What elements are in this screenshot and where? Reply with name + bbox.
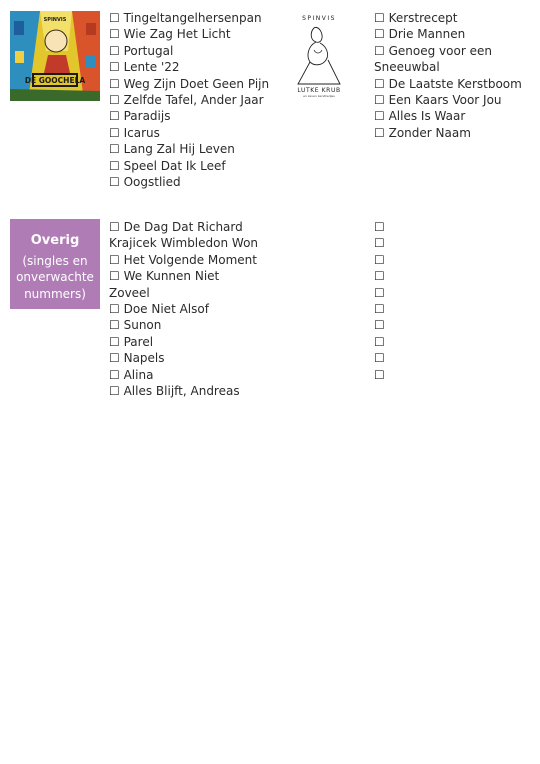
- checkbox-icon[interactable]: ☐: [109, 367, 120, 382]
- overig-label-block: [10, 219, 100, 309]
- checkbox-icon[interactable]: ☐: [374, 285, 385, 300]
- track-title: Wie Zag Het Licht: [123, 27, 231, 42]
- track-title: Lang Zal Hij Leven: [123, 142, 235, 157]
- track-item: [374, 219, 434, 235]
- track-item: [109, 219, 259, 252]
- album2-track-list: [374, 10, 524, 141]
- checkbox-icon[interactable]: ☐: [374, 269, 385, 284]
- checkbox-icon[interactable]: ☐: [109, 60, 120, 75]
- checkbox-icon[interactable]: ☐: [109, 43, 120, 58]
- track-item: [374, 125, 524, 141]
- track-item: [374, 108, 524, 124]
- checkbox-icon[interactable]: ☐: [374, 334, 385, 349]
- checkbox-icon[interactable]: ☐: [109, 93, 120, 108]
- track-title: We Kunnen Niet Zoveel: [109, 269, 220, 300]
- track-item: [374, 26, 524, 42]
- checkbox-icon[interactable]: ☐: [374, 318, 385, 333]
- checkbox-icon[interactable]: ☐: [109, 318, 120, 333]
- checkbox-icon[interactable]: ☐: [374, 220, 385, 234]
- track-title: Parel: [123, 334, 154, 349]
- track-title: Zelfde Tafel, Ander Jaar: [123, 93, 264, 108]
- track-item: [374, 252, 434, 268]
- track-title: De Dag Dat Richard Krajicek Wimbledon Won: [109, 220, 259, 251]
- checkbox-icon[interactable]: ☐: [109, 142, 120, 157]
- track-title: De Laatste Kerstboom: [388, 76, 522, 91]
- track-item: [374, 301, 434, 317]
- track-item: [109, 252, 259, 268]
- checkbox-icon[interactable]: ☐: [109, 220, 120, 234]
- checkbox-icon[interactable]: ☐: [374, 76, 385, 91]
- checkbox-icon[interactable]: ☐: [109, 27, 120, 42]
- track-title: Alles Is Waar: [388, 109, 466, 124]
- checkbox-icon[interactable]: ☐: [109, 302, 120, 317]
- track-title: Paradijs: [123, 109, 171, 124]
- checkbox-icon[interactable]: ☐: [109, 334, 120, 349]
- checkbox-icon[interactable]: ☐: [109, 76, 120, 91]
- track-title: Portugal: [123, 43, 174, 58]
- track-item: [109, 383, 259, 399]
- checkbox-icon[interactable]: ☐: [374, 367, 385, 382]
- checkbox-icon[interactable]: ☐: [374, 125, 385, 140]
- track-item: [109, 158, 274, 174]
- track-item: [109, 108, 274, 124]
- track-title: Het Volgende Moment: [123, 252, 257, 267]
- checkbox-icon[interactable]: ☐: [374, 252, 385, 267]
- track-title: Kerstrecept: [388, 11, 458, 25]
- track-title: Lente '22: [123, 60, 180, 75]
- track-title: Zonder Naam: [388, 125, 471, 140]
- checkbox-icon[interactable]: ☐: [374, 11, 385, 25]
- checkbox-icon[interactable]: ☐: [374, 351, 385, 366]
- overig-heading: Overig: [30, 233, 80, 248]
- track-item: [374, 285, 434, 301]
- track-item: [109, 367, 259, 383]
- track-item: [374, 92, 524, 108]
- cover2-artist: SPINVIS: [302, 15, 336, 22]
- track-title: Een Kaars Voor Jou: [388, 93, 502, 108]
- track-title: Oogstlied: [123, 175, 181, 190]
- track-item: [109, 10, 274, 26]
- track-item: [374, 43, 524, 76]
- empty-checkbox-list: [374, 219, 434, 383]
- track-item: [109, 92, 274, 108]
- track-item: [374, 367, 434, 383]
- track-title: Tingeltangelhersenpan: [123, 11, 262, 25]
- album-cover-lutke-krub: [288, 12, 350, 98]
- track-title: Drie Mannen: [388, 27, 466, 42]
- track-item: [109, 317, 259, 333]
- track-item: [374, 10, 524, 26]
- track-title: Sunon: [123, 318, 162, 333]
- checkbox-icon[interactable]: ☐: [374, 43, 385, 58]
- track-title: Napels: [123, 351, 165, 366]
- track-item: [109, 334, 259, 350]
- track-title: Icarus: [123, 125, 160, 140]
- checkbox-icon[interactable]: ☐: [109, 175, 120, 190]
- track-item: [109, 125, 274, 141]
- track-item: [109, 174, 274, 190]
- track-title: Alina: [123, 367, 154, 382]
- track-item: [374, 235, 434, 251]
- checkbox-icon[interactable]: ☐: [374, 236, 385, 251]
- track-item: [109, 43, 274, 59]
- cover2-title: LUTKE KRUB: [297, 87, 341, 94]
- checkbox-icon[interactable]: ☐: [374, 93, 385, 108]
- track-item: [109, 59, 274, 75]
- album-cover-de-goochela: [10, 11, 100, 101]
- cover2-subtitle: en zeven kerstliedjes: [303, 94, 335, 98]
- checkbox-icon[interactable]: ☐: [109, 109, 120, 124]
- checkbox-icon[interactable]: ☐: [109, 125, 120, 140]
- track-title: Alles Blijft, Andreas: [123, 384, 240, 399]
- checkbox-icon[interactable]: ☐: [109, 158, 120, 173]
- track-title: Weg Zijn Doet Geen Pijn: [123, 76, 270, 91]
- track-item: [374, 268, 434, 284]
- checkbox-icon[interactable]: ☐: [109, 269, 120, 284]
- cover-title: DE GOOCHELA: [24, 76, 86, 85]
- track-item: [374, 350, 434, 366]
- track-title: Doe Niet Alsof: [123, 302, 209, 317]
- track-item: [374, 317, 434, 333]
- checkbox-icon[interactable]: ☐: [374, 27, 385, 42]
- checkbox-icon[interactable]: ☐: [109, 11, 120, 25]
- album1-track-list: [109, 10, 274, 190]
- track-item: [109, 76, 274, 92]
- checkbox-icon[interactable]: ☐: [109, 384, 120, 399]
- overig-track-list: [109, 219, 259, 399]
- checkbox-icon[interactable]: ☐: [109, 252, 120, 267]
- checkbox-icon[interactable]: ☐: [374, 302, 385, 317]
- track-item: [109, 301, 259, 317]
- track-item: [109, 141, 274, 157]
- track-item: [109, 26, 274, 42]
- checkbox-icon[interactable]: ☐: [109, 351, 120, 366]
- track-item: [374, 76, 524, 92]
- overig-subheading: (singles en onverwachte nummers): [16, 254, 94, 301]
- checkbox-icon[interactable]: ☐: [374, 109, 385, 124]
- track-item: [374, 334, 434, 350]
- track-title: Speel Dat Ik Leef: [123, 158, 226, 173]
- track-item: [109, 268, 259, 301]
- track-item: [109, 350, 259, 366]
- track-title: Genoeg voor een Sneeuwbal: [374, 43, 492, 75]
- cover-artist: SPINVIS: [43, 17, 67, 23]
